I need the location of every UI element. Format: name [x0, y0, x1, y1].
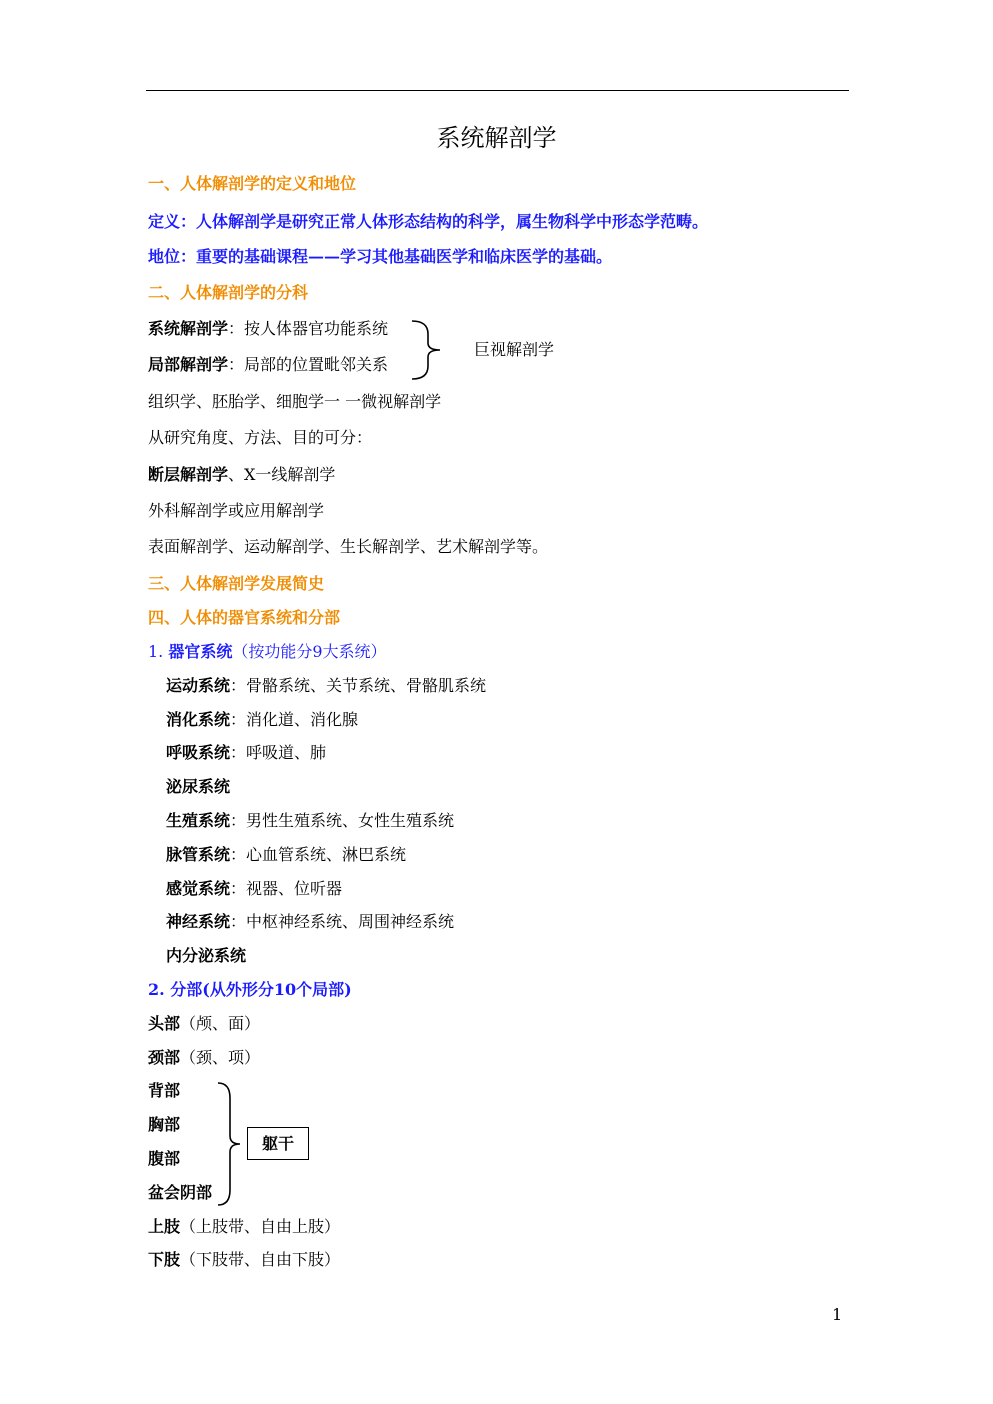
regions-heading: 2. 分部(从外形分10个局部) [148, 980, 352, 999]
list-item: 脉管系统：心血管系统、淋巴系统 [166, 845, 407, 864]
sectional-anatomy-line [148, 464, 335, 486]
organ-systems-note: （按功能分9大系统） [232, 642, 387, 661]
definition-text: 定义：人体解剖学是研究正常人体形态结构的科学，属生物科学中形态学范畴。 [148, 212, 709, 231]
trunk-part: 胸部 [148, 1115, 181, 1134]
trunk-part: 盆会阴部 [148, 1183, 213, 1202]
list-item: 生殖系统：男性生殖系统、女性生殖系统 [166, 811, 455, 830]
trunk-part: 背部 [148, 1081, 181, 1100]
section2-heading: 二、人体解剖学的分科 [148, 283, 309, 302]
by-angle-line: 从研究角度、方法、目的可分： [148, 428, 373, 447]
organ-systems-heading [148, 641, 387, 663]
region-upper-limb: 上肢（上肢带、自由上肢） [148, 1217, 341, 1236]
section3-heading: 三、人体解剖学发展简史 [148, 574, 325, 593]
systematic-term: 系统解剖学 [148, 319, 229, 338]
list-item: 泌尿系统 [166, 777, 231, 796]
macro-anatomy-label: 巨视解剖学 [474, 340, 555, 359]
systematic-anatomy-line [148, 318, 388, 340]
list-item: 内分泌系统 [166, 946, 247, 965]
region-lower-limb: 下肢（下肢带、自由下肢） [148, 1250, 341, 1269]
organ-systems-number: 1. [148, 642, 164, 661]
list-item: 消化系统：消化道、消化腺 [166, 710, 359, 729]
region-head: 头部（颅、面） [148, 1014, 261, 1033]
regional-anatomy-line [148, 354, 388, 376]
sectional-rest: 、X一线解剖学 [228, 465, 336, 484]
list-item: 呼吸系统：呼吸道、肺 [166, 743, 327, 762]
micro-anatomy-line: 组织学、胚胎学、细胞学一 一微视解剖学 [148, 392, 442, 411]
trunk-part: 腹部 [148, 1149, 181, 1168]
section4-heading: 四、人体的器官系统和分部 [148, 608, 341, 627]
header-rule [146, 90, 849, 91]
region-neck: 颈部（颈、项） [148, 1048, 261, 1067]
page-title: 系统解剖学 [436, 124, 557, 152]
list-item: 运动系统：骨骼系统、关节系统、骨骼肌系统 [166, 676, 487, 695]
section1-heading: 一、人体解剖学的定义和地位 [148, 174, 357, 193]
list-item: 感觉系统：视器、位听器 [166, 879, 343, 898]
list-item: 神经系统：中枢神经系统、周围神经系统 [166, 912, 455, 931]
sectional-term: 断层解剖学 [148, 465, 229, 484]
page-number: 1 [832, 1305, 843, 1324]
trunk-brace-icon [214, 1080, 244, 1210]
surgical-anatomy-line: 外科解剖学或应用解剖学 [148, 501, 325, 520]
organ-systems-title: 器官系统 [168, 642, 233, 661]
regional-term: 局部解剖学 [148, 355, 229, 374]
macro-brace-icon [408, 318, 448, 382]
surface-anatomy-line: 表面解剖学、运动解剖学、生长解剖学、艺术解剖学等。 [148, 537, 549, 556]
position-text: 地位：重要的基础课程——学习其他基础医学和临床医学的基础。 [148, 247, 613, 266]
regional-desc: ：局部的位置毗邻关系 [228, 355, 389, 374]
systematic-desc: ：按人体器官功能系统 [228, 319, 389, 338]
trunk-label-box: 躯干 [247, 1127, 309, 1160]
